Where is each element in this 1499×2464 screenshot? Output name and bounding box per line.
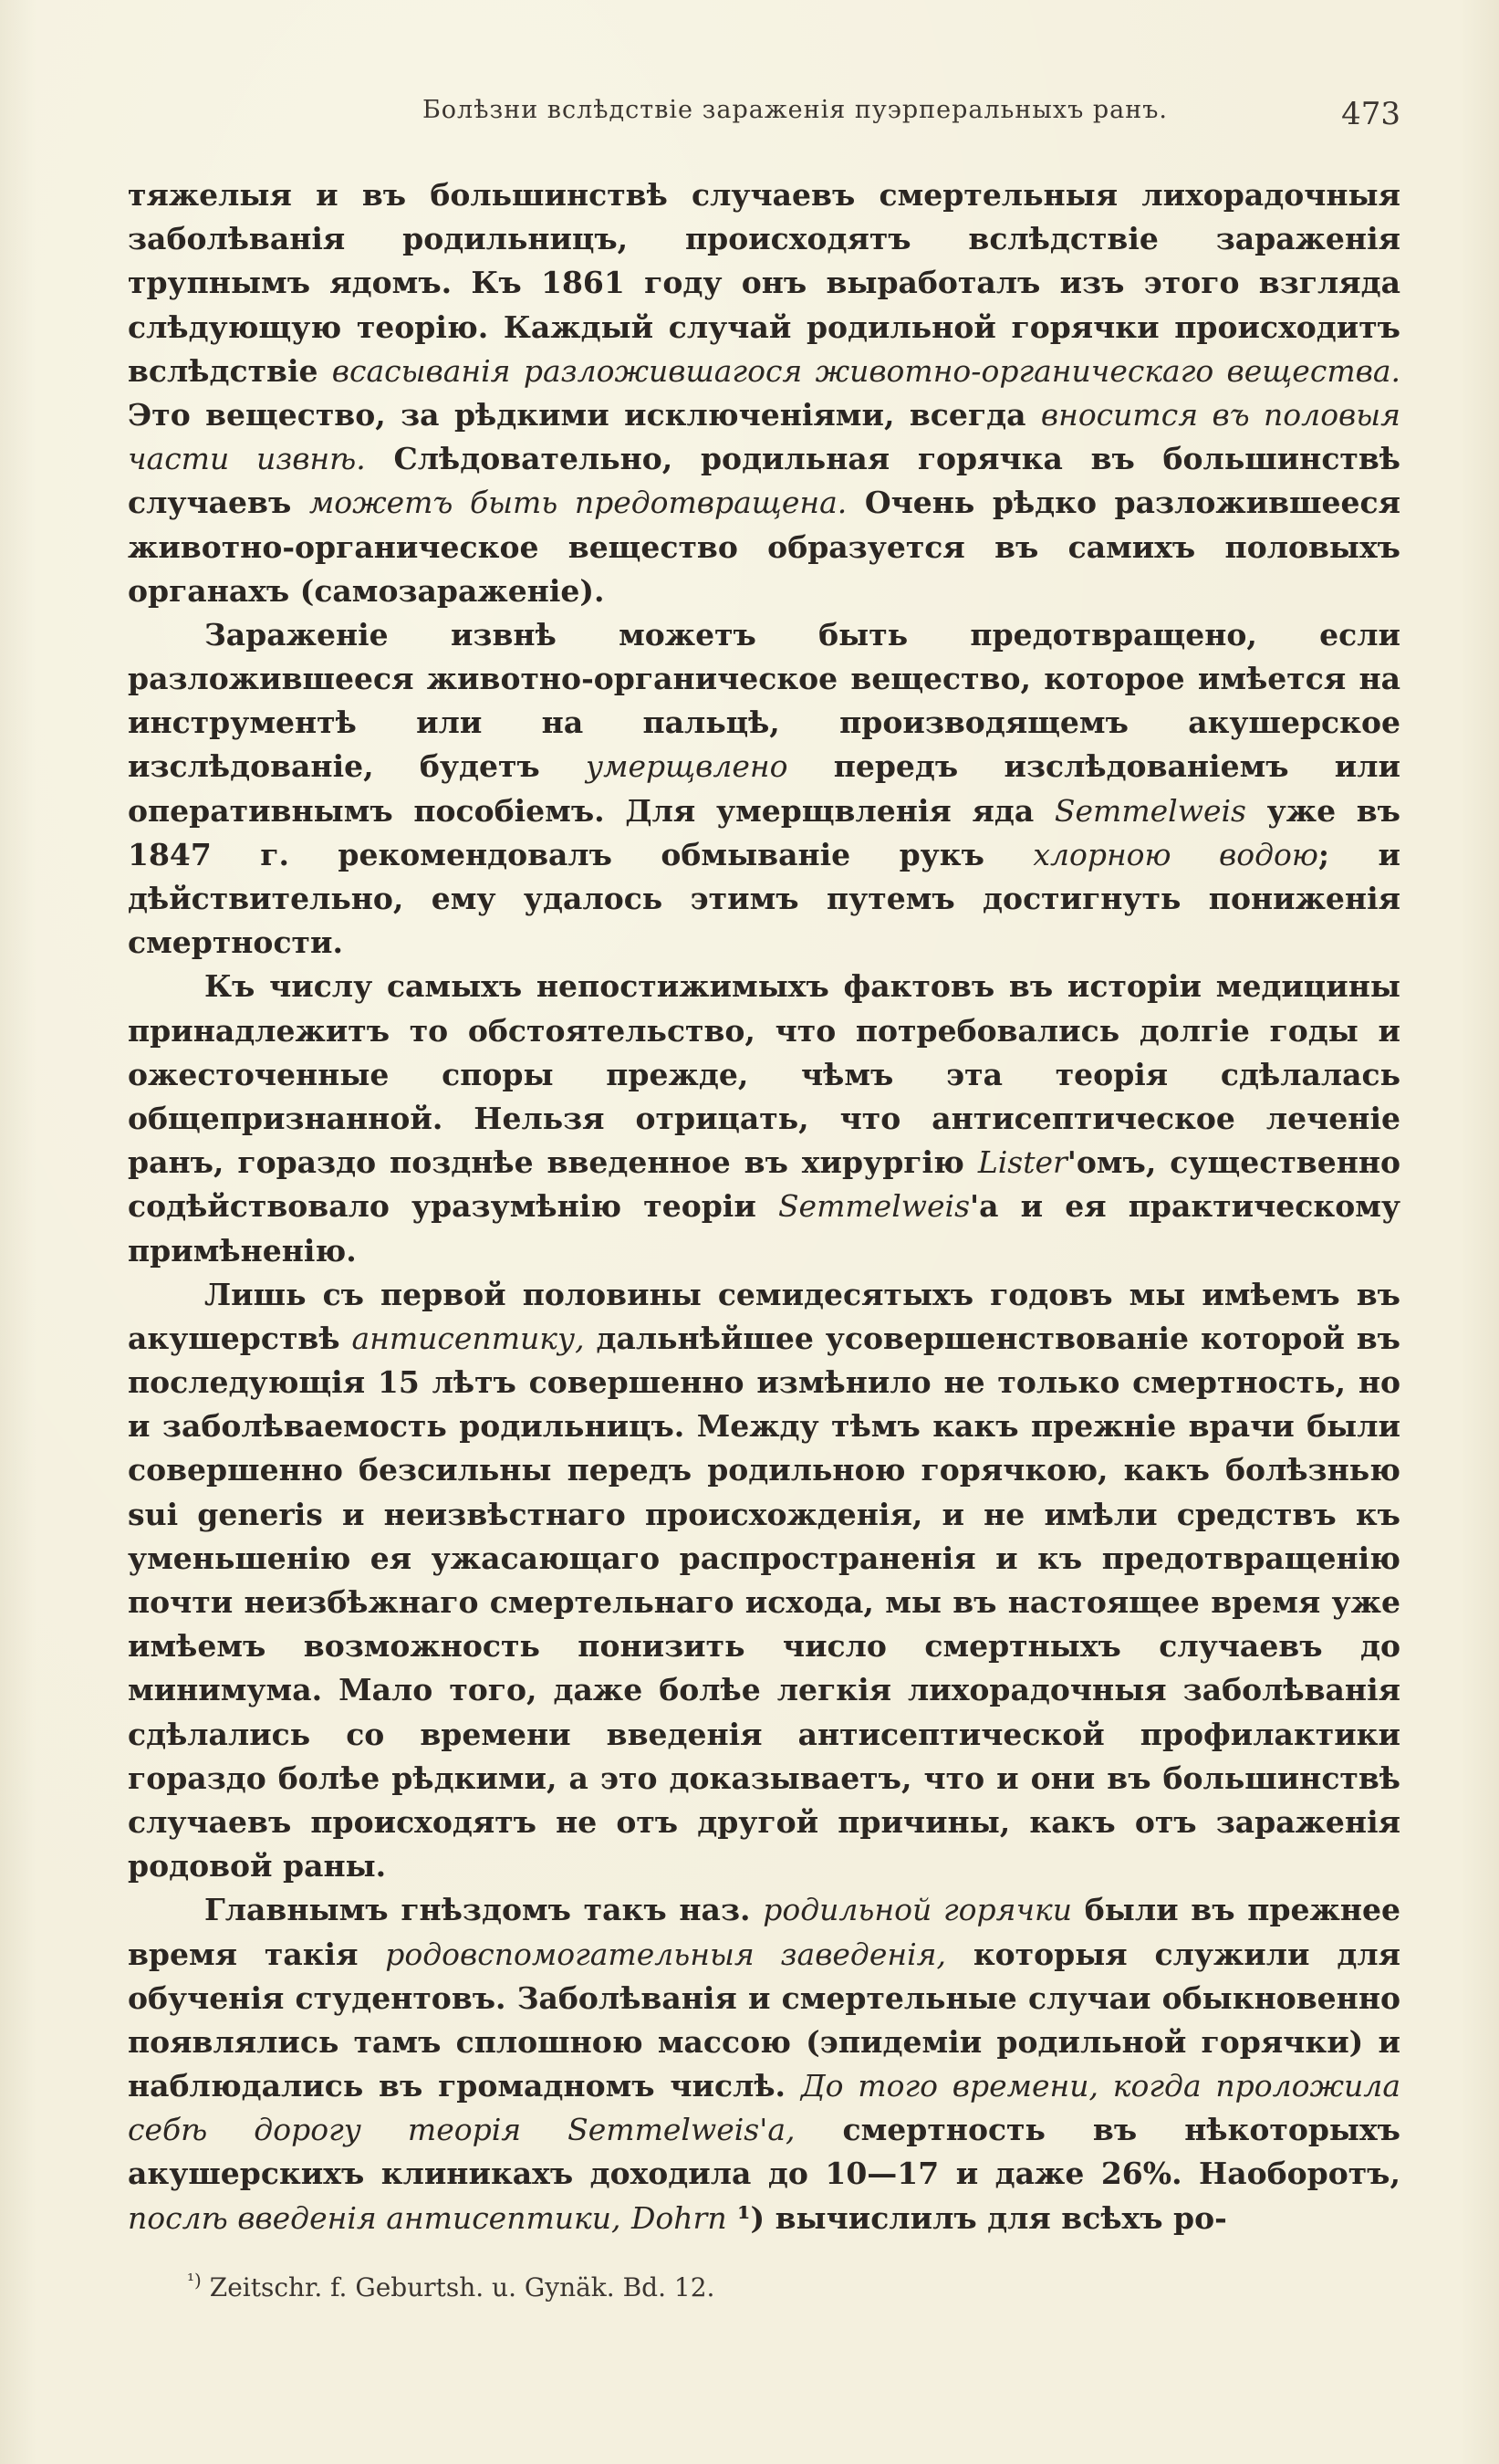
italic-run: антисептику, <box>351 1320 585 1356</box>
paragraph-5 <box>128 1888 1400 2240</box>
italic-run: родильной горячки <box>763 1892 1072 1928</box>
text-run: были въ прежнее время такія <box>128 1892 1400 1972</box>
text-run: Зараженіе извнѣ можетъ быть предотвращено, если разложившееся животно-органическое вещество, которое имѣется на инструментѣ или на пальцѣ, производящемъ акушерское изслѣдованіе, будетъ <box>128 616 1400 785</box>
text-run: 'а и ея практическому примѣненію. <box>128 1188 1400 1269</box>
text-run: которыя служили для обученія студентовъ. Заболѣванія и смертельные случаи обыкновенно появлялись тамъ сплошною массою (эпидеміи родильной горячки) и наблюдались въ громадномъ числѣ. <box>128 1936 1400 2104</box>
page-header <box>128 96 1400 132</box>
footnote <box>187 2269 715 2302</box>
italic-run: родовспомогательныя заведенія, <box>385 1936 946 1972</box>
italic-run: Lister <box>977 1144 1067 1181</box>
running-title: Болѣзни вслѣдствіе зараженія пуэрперальныхъ ранъ. <box>422 96 1168 124</box>
text-run <box>620 2200 631 2236</box>
footnote-text: Zeitschr. f. Geburtsh. u. Gynäk. Bd. 12. <box>209 2272 715 2302</box>
text-run: передъ изслѣдованіемъ или оперативнымъ пособіемъ. Для умерщвленія яда <box>128 748 1400 829</box>
text-run: ; и дѣйствительно, ему удалось этимъ путемъ достигнуть пониженія смертности. <box>128 836 1400 961</box>
paragraph-2 <box>128 613 1400 966</box>
paragraph-3 <box>128 965 1400 1272</box>
italic-run: хлорною водою <box>1033 836 1318 872</box>
text-run: Это вещество, за рѣдкими исключеніями, всегда <box>128 396 1041 433</box>
italic-run: Dohrn <box>630 2199 727 2236</box>
text-run: уже въ 1847 г. рекомендовалъ обмываніе рукъ <box>128 792 1400 872</box>
text-run: ¹) вычислилъ для всѣхъ ро- <box>726 2199 1227 2236</box>
text-run: дальнѣйшее усовершенствованіе которой въ последующія 15 лѣтъ совершенно измѣнило не только смертность, но и заболѣваемость родильницъ. Между тѣмъ какъ прежніе врачи были совершенно безсильны передъ родильною горячкою, какъ болѣзнью sui generis и неизвѣстнаго происхожденія, и не имѣли средствъ къ уменьшенію ея ужасающаго распространенія и къ предотвращенію почти неизбѣжнаго смертельнаго исхода, мы въ настоящее время уже имѣемъ возможность понизить число смертныхъ случаевъ до минимума. Мало того, даже болѣе легкія лихорадочныя заболѣванія сдѣлались со времени введенія антисептической профилактики гораздо болѣе рѣдкими, а это доказываетъ, что и они въ большинствѣ случаевъ происходятъ не отъ другой причины, какъ отъ зараженія родовой раны. <box>128 1320 1400 1885</box>
italic-run: всасыванія разложившагося животно-органическаго вещества. <box>331 352 1400 389</box>
italic-run: До того времени, когда проложила себѣ дорогу теорія Semmelweis'а, <box>128 2068 1400 2148</box>
paragraph-1 <box>128 173 1400 613</box>
paragraph-4 <box>128 1273 1400 1889</box>
text-run: 'омъ, существенно содѣйствовало уразумѣнію теоріи <box>128 1144 1401 1225</box>
text-run: Къ числу самыхъ непостижимыхъ фактовъ въ исторіи медицины принадлежитъ то обстоятельство, что потребовались долгіе годы и ожесточенные споры прежде, чѣмъ эта теорія сдѣлалась общепризнанной. Нельзя отрицать, что антисептическое леченіе ранъ, гораздо позднѣе введенное въ хирургію <box>128 968 1400 1181</box>
italic-run: вносится въ половыя части извнѣ. <box>128 396 1400 477</box>
text-run: тяжелыя и въ большинствѣ случаевъ смертельныя лихорадочныя заболѣванія родильницъ, происходятъ вслѣдствіе зараженія трупнымъ ядомъ. Къ 1861 году онъ выработалъ изъ этого взгляда слѣдующую теорію. Каждый случай родильной горячки происходитъ вслѣдствіе <box>128 177 1400 389</box>
footnote-marker: ¹) <box>187 2269 202 2292</box>
italic-run: Semmelweis <box>777 1188 971 1225</box>
text-run: смертность въ нѣкоторыхъ акушерскихъ клиникахъ доходила до 10—17 и даже 26%. Наоборотъ, <box>128 2112 1400 2192</box>
italic-run: послѣ введенія антисептики, <box>128 2199 621 2236</box>
italic-run: можетъ быть предотвращена. <box>308 485 848 521</box>
body-text <box>128 173 1400 2240</box>
italic-run: Semmelweis <box>1054 792 1246 829</box>
text-run: Слѣдовательно, родильная горячка въ большинствѣ случаевъ <box>128 441 1400 521</box>
text-run: Главнымъ гнѣздомъ такъ наз. <box>204 1892 764 1928</box>
text-run: Лишь съ первой половины семидесятыхъ годовъ мы имѣемъ въ акушерствѣ <box>128 1276 1400 1356</box>
text-run: Очень рѣдко разложившееся животно-органическое вещество образуется въ самихъ половыхъ органахъ (самозараженіе). <box>128 485 1401 609</box>
page-number: 473 <box>1341 96 1400 132</box>
italic-run: умерщвлено <box>585 748 788 785</box>
